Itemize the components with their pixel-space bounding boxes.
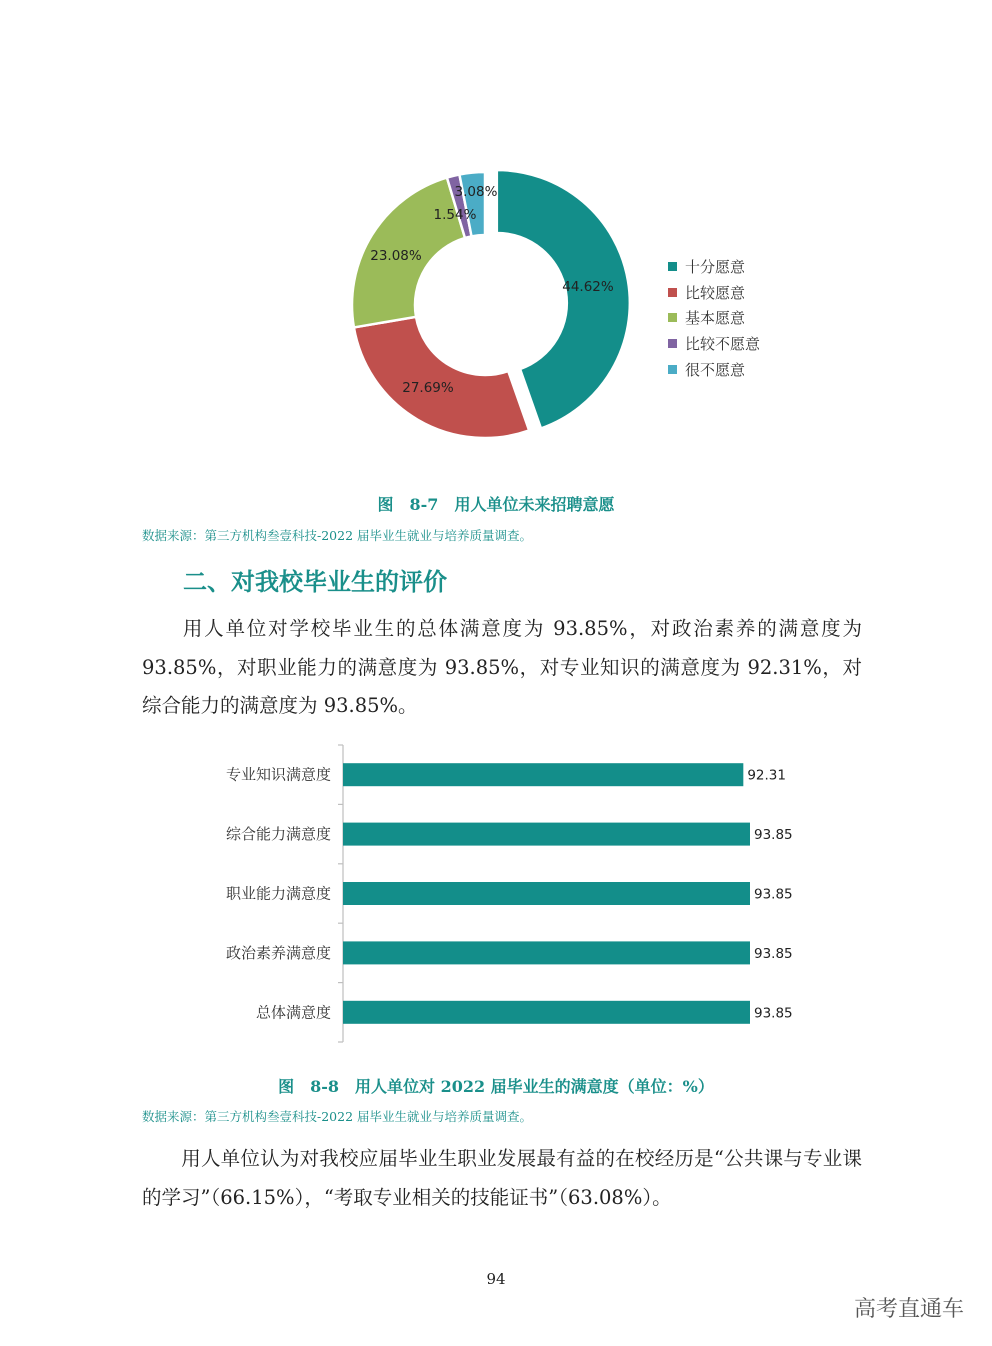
bar-category-label: 综合能力满意度 (225, 825, 331, 844)
bar (343, 763, 743, 786)
donut-data-label: 23.08% (370, 248, 422, 264)
paragraph-2 (142, 1140, 862, 1217)
paragraph-1-text: 用人单位对学校毕业生的总体满意度为 93.85%，对政治素养的满意度为 93.85%，对职业能力的满意度为 93.85%，对专业知识的满意度为 92.31%，对综合能力的满意度为 93.85%。 (142, 617, 862, 717)
legend-item (668, 331, 760, 357)
bar (343, 823, 750, 846)
legend-swatch (668, 339, 677, 348)
legend-swatch (668, 365, 677, 374)
watermark: 高考直通车 (853, 1297, 964, 1322)
donut-slice (497, 170, 630, 428)
donut-slice (354, 317, 529, 438)
figure-source-8-8: 数据来源：第三方机构叁壹科技-2022 届毕业生就业与培养质量调查。 (142, 1109, 533, 1124)
paragraph-2-text: 用人单位认为对我校应届毕业生职业发展最有益的在校经历是“公共课与专业课的学习”（66.15%），“考取专业相关的技能证书”（63.08%）。 (142, 1147, 862, 1209)
legend-item (668, 254, 760, 280)
legend-label: 比较不愿意 (685, 335, 761, 354)
bar-data-label: 92.31 (747, 767, 786, 784)
bar-chart (150, 740, 850, 1050)
bar (343, 941, 750, 964)
legend-swatch (668, 262, 677, 271)
donut-data-label: 3.08% (454, 184, 498, 200)
section-title: 二、对我校毕业生的评价 (183, 568, 447, 596)
bar-data-label: 93.85 (754, 886, 793, 903)
bar (343, 882, 750, 905)
bar (343, 1001, 750, 1024)
figure-source-8-7: 数据来源：第三方机构叁壹科技-2022 届毕业生就业与培养质量调查。 (142, 528, 533, 543)
legend-item (668, 280, 760, 306)
figure-caption-8-7: 图 8-7 用人单位未来招聘意愿 (377, 495, 615, 514)
donut-data-label: 44.62% (562, 279, 614, 295)
legend-swatch (668, 313, 677, 322)
bar-data-label: 93.85 (754, 1005, 793, 1022)
paragraph-1 (142, 610, 862, 726)
figure-caption-8-8: 图 8-8 用人单位对 2022 届毕业生的满意度（单位：%） (278, 1077, 714, 1096)
legend-item (668, 356, 760, 382)
donut-data-label: 27.69% (402, 380, 454, 396)
bar-category-label: 专业知识满意度 (225, 765, 331, 784)
legend-label: 十分愿意 (685, 258, 746, 277)
legend-label: 很不愿意 (685, 360, 746, 379)
bar-category-label: 政治素养满意度 (225, 943, 331, 962)
page-number: 94 (486, 1270, 506, 1288)
legend-swatch (668, 288, 677, 297)
bar-category-label: 总体满意度 (255, 1003, 331, 1022)
legend-label: 比较愿意 (685, 283, 746, 302)
donut-chart (330, 160, 650, 450)
bar-data-label: 93.85 (754, 945, 793, 962)
legend-label: 基本愿意 (685, 309, 746, 328)
donut-data-label: 1.54% (433, 207, 477, 223)
legend-item (668, 305, 760, 331)
donut-legend (668, 254, 760, 382)
bar-category-label: 职业能力满意度 (225, 884, 331, 903)
bar-data-label: 93.85 (754, 827, 793, 844)
